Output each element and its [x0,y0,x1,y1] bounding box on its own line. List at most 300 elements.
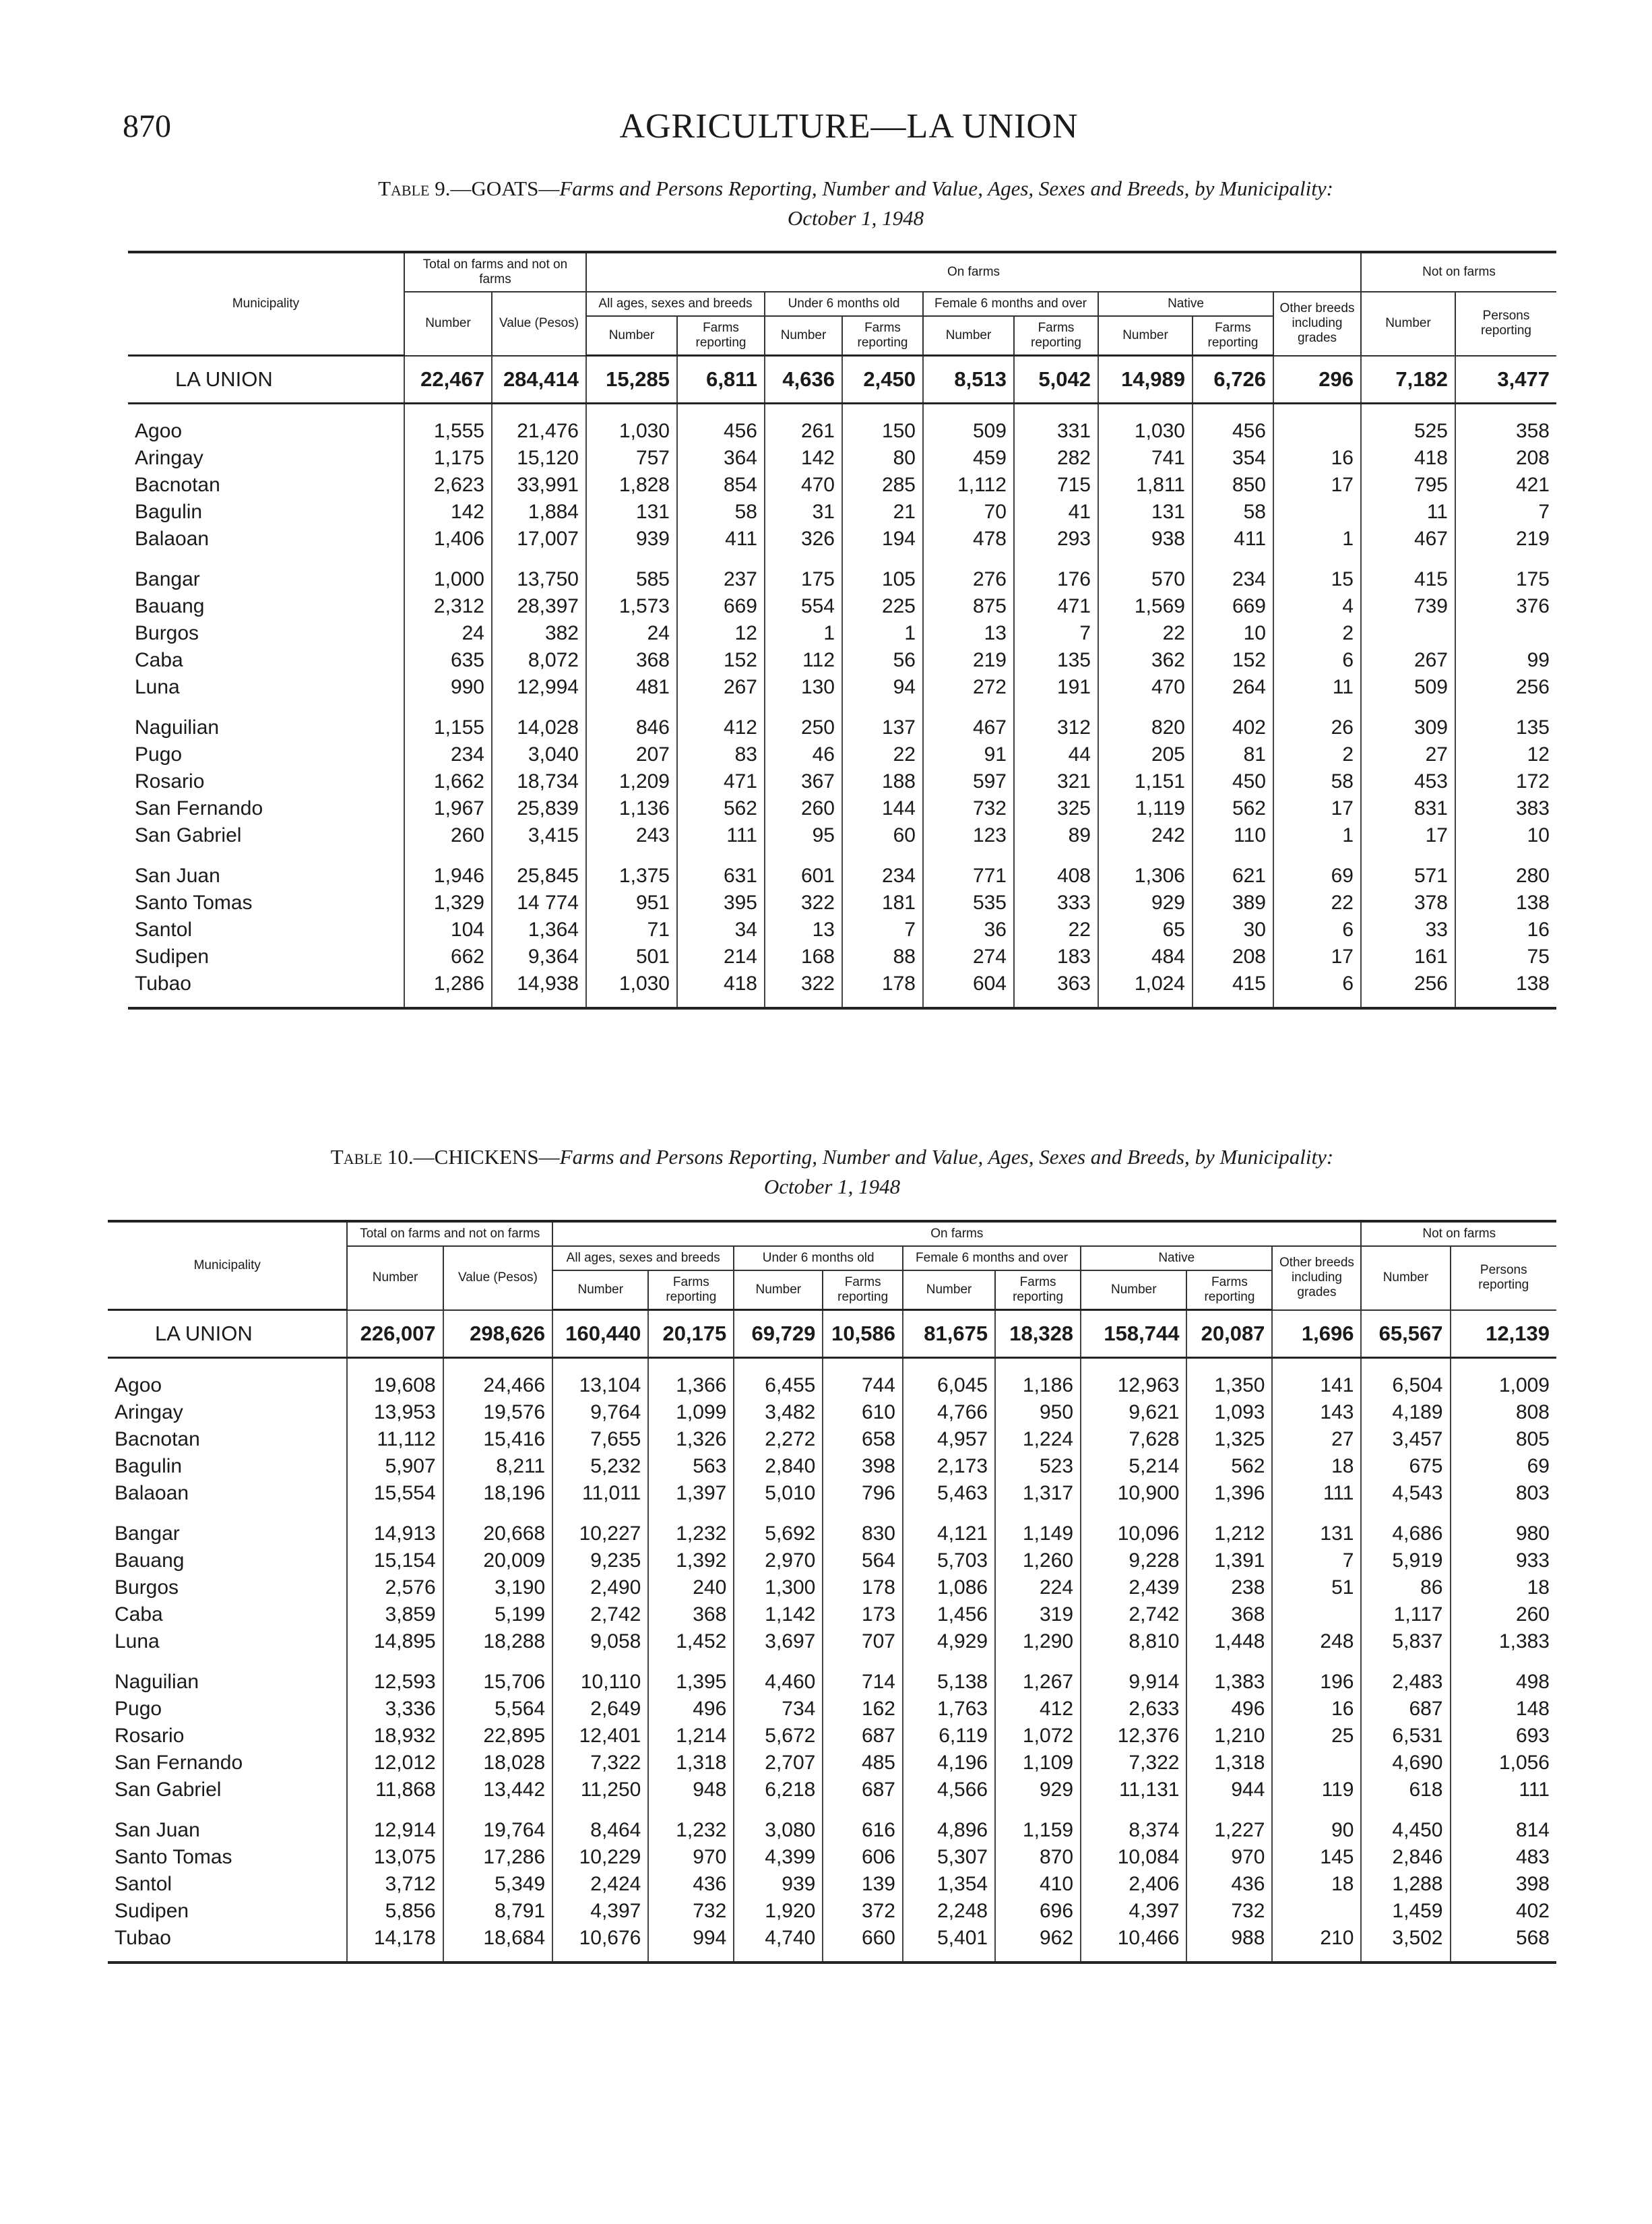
table-cell: 395 [677,890,765,917]
table-cell: 18,932 [347,1723,443,1750]
table-cell: 410 [995,1871,1081,1898]
table-row [108,1898,1556,1925]
table-row [108,1399,1556,1426]
table-cell: 4,766 [903,1399,995,1426]
municipality-name: Rosario [128,768,404,795]
municipality-name: Agoo [128,404,404,445]
table-cell: 12,376 [1081,1723,1186,1750]
table-cell: 145 [1272,1844,1361,1871]
table-cell: 854 [677,472,765,499]
table-cell: 205 [1098,741,1193,768]
table-cell: 714 [823,1655,903,1696]
municipality-name: Bacnotan [128,472,404,499]
table-cell: 1,383 [1498,1630,1550,1652]
table-cell: 17 [1273,944,1361,970]
header-municipality: Municipality [108,1221,347,1310]
header-value: Value (Pesos) [443,1246,553,1310]
table-cell: 3,040 [492,741,586,768]
table-cell: 2,970 [734,1547,823,1574]
goats-table-header [128,252,1556,356]
table-cell: 9,914 [1081,1655,1186,1696]
table-cell: 4,929 [903,1628,995,1655]
table-cell: 415 [1193,970,1273,1008]
table-cell: 470 [765,472,842,499]
header-farms-reporting: Farms reporting [995,1270,1081,1310]
table-cell: 808 [1515,1401,1550,1423]
table-cell: 831 [1361,795,1455,822]
table-cell: 131 [586,499,677,526]
table-cell: 26 [1273,701,1361,741]
table-cell: 238 [1186,1574,1272,1601]
table-cell: 1,383 [1186,1655,1272,1696]
table-cell: 150 [842,404,923,445]
table-cell: 6 [1273,647,1361,674]
table-cell: 15,154 [347,1547,443,1574]
table-cell: 22 [1098,620,1193,647]
table-cell: 2,707 [734,1750,823,1777]
municipality-name: Tubao [108,1925,347,1963]
table-cell: 69 [1527,1455,1550,1477]
table-cell: 267 [1361,647,1455,674]
table-cell: 2,490 [552,1574,648,1601]
table-cell: 1 [1273,526,1361,553]
table-cell: 509 [1361,674,1455,701]
table9-caption-line1: Farms and Persons Reporting, Number and Value, Ages, Sexes and Breeds, by Municipality: [559,177,1333,200]
table-cell: 260 [1515,1603,1550,1626]
table-cell: 421 [1515,474,1550,496]
table-cell: 183 [1014,944,1098,970]
table-row [108,1750,1556,1777]
table-cell: 135 [1515,716,1550,739]
table-cell: 2,406 [1081,1871,1186,1898]
table-cell: 1,086 [903,1574,995,1601]
table-cell: 1,232 [648,1507,734,1547]
table-cell: 8,374 [1081,1803,1186,1844]
municipality-name: Balaoan [128,526,404,553]
table-cell: 296 [1273,356,1361,404]
municipality-name: Burgos [108,1574,347,1601]
table-cell: 662 [404,944,492,970]
table-cell: 696 [995,1898,1081,1925]
header-municipality: Municipality [128,252,404,356]
table-cell: 368 [648,1601,734,1628]
table-cell: 1,142 [734,1601,823,1628]
table-cell: 331 [1014,404,1098,445]
table-cell: 7,628 [1081,1426,1186,1453]
table-cell: 4,460 [734,1655,823,1696]
table-cell: 9,621 [1081,1399,1186,1426]
table-cell: 5,232 [552,1453,648,1480]
table-cell: 5,856 [347,1898,443,1925]
table-cell: 325 [1014,795,1098,822]
table-cell: 142 [404,499,492,526]
table-cell: 19,576 [443,1399,553,1426]
table-cell: 3,482 [734,1399,823,1426]
chickens-table-body [108,1310,1556,1963]
municipality-name: Burgos [128,620,404,647]
table-cell: 44 [1014,741,1098,768]
table-cell: 1,811 [1098,472,1193,499]
table-cell: 8,810 [1081,1628,1186,1655]
table-cell: 4,896 [903,1803,995,1844]
table-cell: 10 [1527,824,1550,846]
table-cell: 11,131 [1081,1777,1186,1803]
table-cell: 456 [1193,404,1273,445]
table-cell: 36 [923,917,1014,944]
table-cell: 1,967 [404,795,492,822]
table-row [108,1601,1556,1628]
municipality-name: Sudipen [128,944,404,970]
table-cell: 326 [765,526,842,553]
header-other-breeds: Other breeds including grades [1273,292,1361,356]
table-cell: 41 [1014,499,1098,526]
table-cell: 69,729 [734,1310,823,1358]
table-cell: 17,007 [492,526,586,553]
table-cell: 178 [823,1574,903,1601]
table-cell: 1,452 [648,1628,734,1655]
table-cell: 509 [923,404,1014,445]
table-cell: 1 [842,620,923,647]
municipality-name: LA UNION [108,1310,347,1358]
table-cell: 621 [1193,849,1273,890]
table-cell: 10,084 [1081,1844,1186,1871]
table-cell: 6 [1273,917,1361,944]
table-row [128,849,1556,890]
table-cell: 501 [586,944,677,970]
table-cell: 2,840 [734,1453,823,1480]
header-farms-reporting: Farms reporting [1014,316,1098,356]
table-cell: 6,455 [734,1358,823,1400]
table-cell: 2,248 [903,1898,995,1925]
table-cell: 6,726 [1193,356,1273,404]
table-cell: 148 [1515,1698,1550,1720]
table-cell: 226,007 [347,1310,443,1358]
table-cell: 56 [842,647,923,674]
table-cell: 675 [1361,1453,1450,1480]
table-cell: 450 [1193,768,1273,795]
table-cell: 1,232 [648,1803,734,1844]
page-title: AGRICULTURE—LA UNION [619,107,1079,146]
table-cell: 5,307 [903,1844,995,1871]
table-cell: 34 [677,917,765,944]
table-cell: 6,504 [1361,1358,1450,1400]
table-cell: 1,696 [1272,1310,1361,1358]
table-cell: 3,712 [347,1871,443,1898]
table-cell: 601 [765,849,842,890]
table-row [108,1871,1556,1898]
table-cell: 138 [1515,892,1550,914]
header-native: Native [1098,292,1273,316]
table-cell: 1,573 [586,593,677,620]
municipality-name: San Juan [108,1803,347,1844]
table-cell: 364 [677,445,765,472]
header-on-farms: On farms [586,252,1361,292]
table-cell: 382 [492,620,586,647]
municipality-name: Sudipen [108,1898,347,1925]
table-cell: 9,764 [552,1399,648,1426]
table-cell: 110 [1193,822,1273,849]
table-cell: 264 [1193,674,1273,701]
table-cell: 4,397 [552,1898,648,1925]
table-cell: 11,112 [347,1426,443,1453]
table-row [128,499,1556,526]
table-cell: 25 [1272,1723,1361,1750]
table-cell: 525 [1361,404,1455,445]
table-cell: 5,907 [347,1453,443,1480]
table-cell: 2,272 [734,1426,823,1453]
table-cell: 402 [1515,1900,1550,1922]
table-row [108,1574,1556,1601]
municipality-name: Luna [108,1628,347,1655]
table-cell: 1,155 [404,701,492,741]
table-cell: 2,846 [1361,1844,1450,1871]
header-persons-reporting: Persons reporting [1455,292,1556,356]
table-cell: 135 [1014,647,1098,674]
municipality-name: Agoo [108,1358,347,1400]
table-cell: 796 [823,1480,903,1507]
municipality-name: Naguilian [128,701,404,741]
table-cell: 243 [586,822,677,849]
table-cell: 18,288 [443,1628,553,1655]
table-row [108,1358,1556,1400]
table-cell: 1,175 [404,445,492,472]
municipality-name: Aringay [108,1399,347,1426]
table-cell: 22 [1014,917,1098,944]
table-cell: 7 [1538,501,1550,523]
table-cell: 161 [1361,944,1455,970]
header-farms-reporting: Farms reporting [823,1270,903,1310]
table-row [128,822,1556,849]
table-cell: 8,211 [443,1453,553,1480]
table-cell: 14,989 [1098,356,1193,404]
table-cell: 1,093 [1186,1399,1272,1426]
table-cell: 5,401 [903,1925,995,1963]
table-cell: 152 [677,647,765,674]
table-cell: 1,056 [1498,1752,1550,1774]
table-cell: 8,464 [552,1803,648,1844]
table-cell: 929 [995,1777,1081,1803]
table-cell: 875 [923,593,1014,620]
table-row [108,1628,1556,1655]
table-cell: 130 [765,674,842,701]
table-cell: 563 [648,1453,734,1480]
table-cell: 1,009 [1498,1374,1550,1396]
table-cell: 616 [823,1803,903,1844]
table-cell: 483 [1515,1846,1550,1868]
table-cell: 95 [765,822,842,849]
table-cell: 1,364 [492,917,586,944]
header-under-6-months: Under 6 months old [734,1246,903,1270]
table-cell: 412 [995,1696,1081,1723]
table-cell: 7,322 [1081,1750,1186,1777]
table-cell: 980 [1515,1522,1550,1545]
table-cell: 585 [586,553,677,593]
municipality-name: Bauang [128,593,404,620]
table-cell: 4,450 [1361,1803,1450,1844]
table-cell: 1,109 [995,1750,1081,1777]
table-cell: 1,210 [1186,1723,1272,1750]
table-cell: 5,138 [903,1655,995,1696]
table-cell: 456 [677,404,765,445]
header-female-6-months: Female 6 months and over [923,292,1098,316]
table-cell: 1,317 [995,1480,1081,1507]
table-cell: 16 [1272,1696,1361,1723]
table-cell: 178 [842,970,923,1008]
table-cell: 6,045 [903,1358,995,1400]
table-cell: 376 [1515,595,1550,617]
table-cell: 467 [1361,526,1455,553]
table-cell: 256 [1361,970,1455,1008]
municipality-name: Santo Tomas [128,890,404,917]
table-cell: 24,466 [443,1358,553,1400]
table-cell: 962 [995,1925,1081,1963]
table10-caption-line2: October 1, 1948 [763,1175,901,1198]
table-cell: 1,112 [923,472,1014,499]
table-cell: 24 [404,620,492,647]
municipality-name: Pugo [108,1696,347,1723]
table-cell: 368 [586,647,677,674]
table-cell: 850 [1193,472,1273,499]
table-cell: 322 [765,890,842,917]
table-cell: 10 [1193,620,1273,647]
table-row [108,1777,1556,1803]
table-cell [1272,1601,1361,1628]
table-cell: 284,414 [492,356,586,404]
table-cell: 933 [1515,1549,1550,1572]
table-cell: 3,477 [1455,356,1556,404]
table-cell: 139 [823,1871,903,1898]
table-cell: 358 [1515,420,1550,442]
table-cell: 870 [995,1844,1081,1871]
table-cell: 3,190 [443,1574,553,1601]
table-cell: 1,828 [586,472,677,499]
table-cell: 58 [1273,768,1361,795]
header-farms-reporting: Farms reporting [648,1270,734,1310]
table-cell: 1,260 [995,1547,1081,1574]
table-cell: 1,459 [1361,1898,1450,1925]
table-cell: 1,350 [1186,1358,1272,1400]
table-cell: 362 [1098,647,1193,674]
table-cell: 693 [1515,1725,1550,1747]
table-cell: 10,096 [1081,1507,1186,1547]
table-cell: 94 [842,674,923,701]
table-cell: 18 [1272,1453,1361,1480]
table-cell: 240 [648,1574,734,1601]
header-persons-reporting: Persons reporting [1451,1246,1557,1310]
table-cell: 81,675 [903,1310,995,1358]
table-cell [1272,1898,1361,1925]
table-cell: 321 [1014,768,1098,795]
header-not-on-farms: Not on farms [1361,1221,1556,1246]
table-cell: 176 [1014,553,1098,593]
table-cell: 138 [1515,972,1550,995]
table-row [128,553,1556,593]
table-cell: 2,623 [404,472,492,499]
table-cell: 69 [1273,849,1361,890]
table-row [108,1696,1556,1723]
table-cell: 13,953 [347,1399,443,1426]
table-cell: 5,214 [1081,1453,1186,1480]
table-row [128,917,1556,944]
table-cell: 1,448 [1186,1628,1272,1655]
table-cell: 1,290 [995,1628,1081,1655]
table-cell: 276 [923,553,1014,593]
table-cell: 224 [995,1574,1081,1601]
table-cell: 60 [842,822,923,849]
table-cell: 4,397 [1081,1898,1186,1925]
table-cell: 1,119 [1098,795,1193,822]
table-cell: 2,742 [1081,1601,1186,1628]
table-cell: 210 [1272,1925,1361,1963]
table-cell: 5,672 [734,1723,823,1750]
table-cell: 234 [1193,553,1273,593]
table-cell: 272 [923,674,1014,701]
table-cell: 194 [842,526,923,553]
table-row [128,944,1556,970]
header-farms-reporting: Farms reporting [1186,1270,1272,1310]
table-cell: 242 [1098,822,1193,849]
table-cell: 4,196 [903,1750,995,1777]
municipality-name: San Juan [128,849,404,890]
table-cell: 1,288 [1361,1871,1450,1898]
table-cell: 1,318 [648,1750,734,1777]
table-cell: 2,439 [1081,1574,1186,1601]
table-cell: 368 [1186,1601,1272,1628]
table-cell: 1,397 [648,1480,734,1507]
table-cell: 951 [586,890,677,917]
table-cell: 562 [677,795,765,822]
table-cell: 2,173 [903,1453,995,1480]
table-cell: 732 [648,1898,734,1925]
table-cell: 319 [995,1601,1081,1628]
table-cell: 1,329 [404,890,492,917]
table-row [128,701,1556,741]
table-cell: 757 [586,445,677,472]
table-cell: 939 [734,1871,823,1898]
table-cell: 18,028 [443,1750,553,1777]
table-cell: 208 [1515,447,1550,469]
header-total-group: Total on farms and not on farms [404,252,586,292]
table-cell: 14,938 [492,970,586,1008]
table-cell: 1 [765,620,842,647]
table-cell: 635 [404,647,492,674]
municipality-name: San Gabriel [108,1777,347,1803]
table-cell: 20,668 [443,1507,553,1547]
table-cell: 10,900 [1081,1480,1186,1507]
table-cell: 471 [1014,593,1098,620]
table-cell: 2 [1273,741,1361,768]
table-cell: 58 [1193,499,1273,526]
table-cell: 7,182 [1361,356,1455,404]
table-cell: 467 [923,701,1014,741]
table-cell: 4,957 [903,1426,995,1453]
table-cell: 12 [1527,743,1550,766]
table-cell: 225 [842,593,923,620]
table-cell: 75 [1527,946,1550,968]
table10-caption-line1: Farms and Persons Reporting, Number and Value, Ages, Sexes and Breeds, by Municipality: [559,1145,1334,1169]
table-cell: 562 [1186,1453,1272,1480]
table-cell: 669 [1193,593,1273,620]
table-cell: 1 [1273,822,1361,849]
table-cell: 46 [765,741,842,768]
table-cell: 17 [1273,795,1361,822]
table-cell: 2,649 [552,1696,648,1723]
table-cell: 2,633 [1081,1696,1186,1723]
table-cell: 1,286 [404,970,492,1008]
table-cell: 12 [677,620,765,647]
table-cell: 562 [1193,795,1273,822]
table-cell: 6,119 [903,1723,995,1750]
